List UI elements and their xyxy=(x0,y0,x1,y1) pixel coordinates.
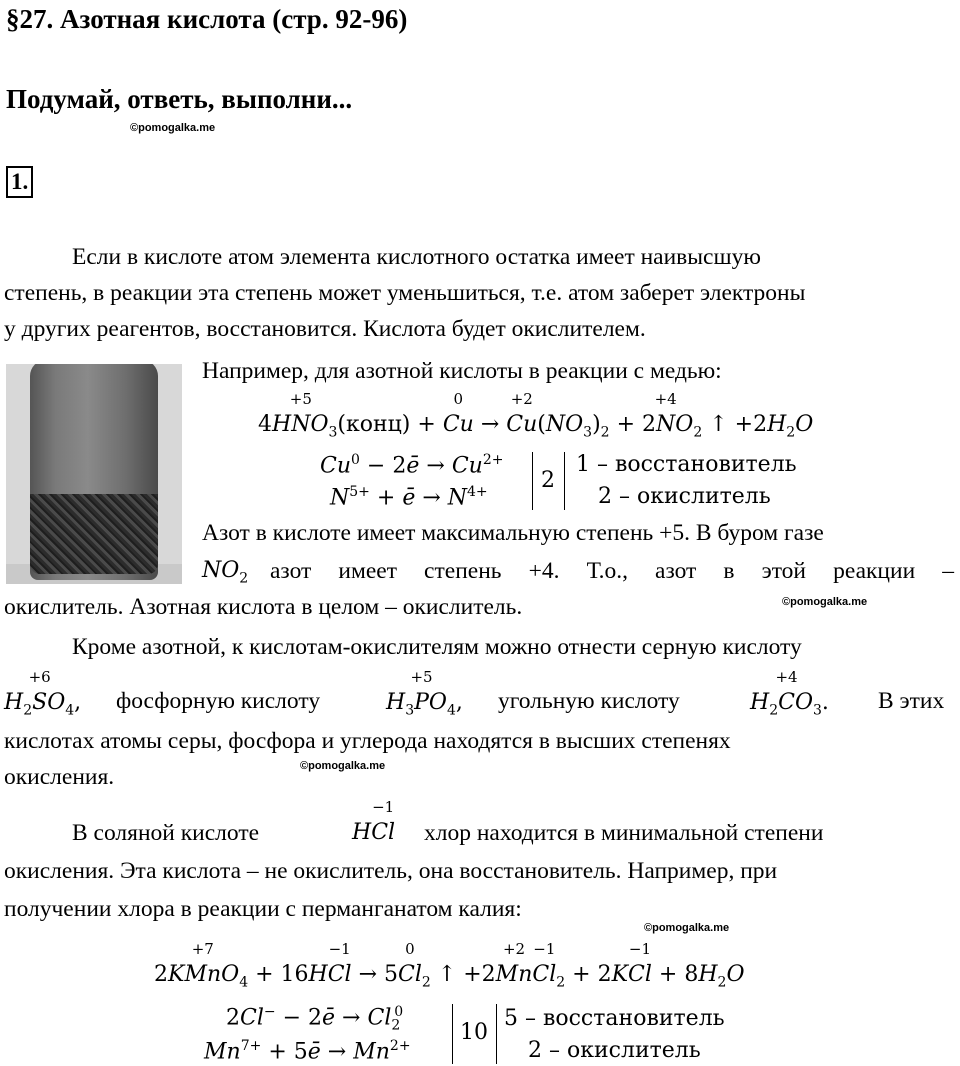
role-oxidizer: 2 – окислитель xyxy=(598,484,771,509)
balance-bar-right xyxy=(496,1004,497,1064)
paragraph-line: получении хлора в реакции с перманганатом калия: xyxy=(4,896,522,922)
balance-multiplier: 10 xyxy=(460,1020,488,1045)
reaction-photo xyxy=(6,364,182,584)
paragraph-line: Если в кислоте атом элемента кислотного остатка имеет наивысшую xyxy=(72,244,761,270)
paragraph-line: Кроме азотной, к кислотам-окислителям можно отнести серную кислоту xyxy=(72,634,802,660)
paragraph-text: угольную кислоту xyxy=(498,688,680,714)
watermark: ©pomogalka.me xyxy=(130,122,216,134)
paragraph-text: В этих xyxy=(878,688,945,714)
role-reducer: 1 – восстановитель xyxy=(576,452,797,477)
eq-konc: (конц) + xyxy=(337,412,436,437)
balance-bar-left xyxy=(532,452,533,510)
paragraph-line: окисления. Эта кислота – не окислитель, она восстановитель. Например, при xyxy=(4,858,778,884)
balance-bar-left xyxy=(452,1004,453,1064)
page-title: §27. Азотная кислота (стр. 92-96) xyxy=(6,4,408,34)
paragraph-line: кислотах атомы серы, фосфора и углерода находятся в высших степенях xyxy=(4,728,731,754)
half-reaction-cu: $Cu^0$ − 2ē → $Cu^{2+}$ xyxy=(320,452,504,479)
role-oxidizer: 2 – окислитель xyxy=(528,1038,701,1063)
formula-h2co3: $H_2C$ +4 $O_3$. xyxy=(750,668,829,719)
paragraph-text: В соляной кислоте xyxy=(72,820,260,846)
example-intro: Например, для азотной кислоты в реакции с медью: xyxy=(202,358,722,384)
paragraph-line: окисления. xyxy=(4,764,115,790)
paragraph-line: азот имеет степень +4. Т.о., азот в этой реакции – xyxy=(270,558,954,584)
copper-sediment xyxy=(30,494,158,574)
paragraph-line: степень, в реакции эта степень может уменьшиться, т.е. атом заберет электроны xyxy=(4,280,806,306)
formula-h2so4: $H_2S$ +6 $O_4$, xyxy=(4,668,82,719)
paragraph-line: у других реагентов, восстановится. Кислота будет окислителем. xyxy=(4,316,646,342)
role-reducer: 5 – восстановитель xyxy=(504,1006,725,1031)
eq-coef: 4 xyxy=(258,412,272,437)
formula-h3po4: $H_3P$ +5 $O_4$, xyxy=(386,668,463,719)
half-reaction-cl: 2Cl− − 2ē → $Cl_2^0$ xyxy=(226,1004,404,1034)
paragraph-line: окислитель. Азотная кислота в целом – окислитель. xyxy=(4,594,523,620)
balance-bar-right xyxy=(564,452,565,510)
paragraph-line: Азот в кислоте имеет максимальную степень +5. В буром газе xyxy=(202,520,824,546)
equation-nitric-copper: 4HN +5 $O_3(конц) + Cu$ 0 → Cu +2 $(NO_3)_2 + 2N$ +4 $O_2$ ↑ $+2H_2O$ xyxy=(258,390,814,441)
paragraph-text: фосфорную кислоту xyxy=(116,688,321,714)
task-number: 1. xyxy=(6,166,33,198)
watermark: ©pomogalka.me xyxy=(782,596,868,608)
balance-multiplier: 2 xyxy=(541,468,555,493)
section-subtitle: Подумай, ответь, выполни... xyxy=(6,84,353,114)
watermark: ©pomogalka.me xyxy=(300,760,386,772)
paragraph-text: хлор находится в минимальной степени xyxy=(424,820,824,846)
half-reaction-mn: $Mn^{7+}$ + 5ē → $Mn^{2+}$ xyxy=(204,1038,411,1065)
watermark: ©pomogalka.me xyxy=(644,922,730,934)
formula-no2: $NO_2$ xyxy=(202,558,249,587)
formula-hcl: HCl −1 xyxy=(352,798,396,845)
equation-kmno4-hcl: 2KMn +7 $O_4 + 16HCl$ −1 → 5Cl 0 $_2$ ↑ +2Mn +2 Cl −1 $_2$ + 2KCl −1 + $8H_2O$ xyxy=(154,940,745,991)
half-reaction-n: $N^{5+}$ + ē → $N^{4+}$ xyxy=(330,484,488,511)
